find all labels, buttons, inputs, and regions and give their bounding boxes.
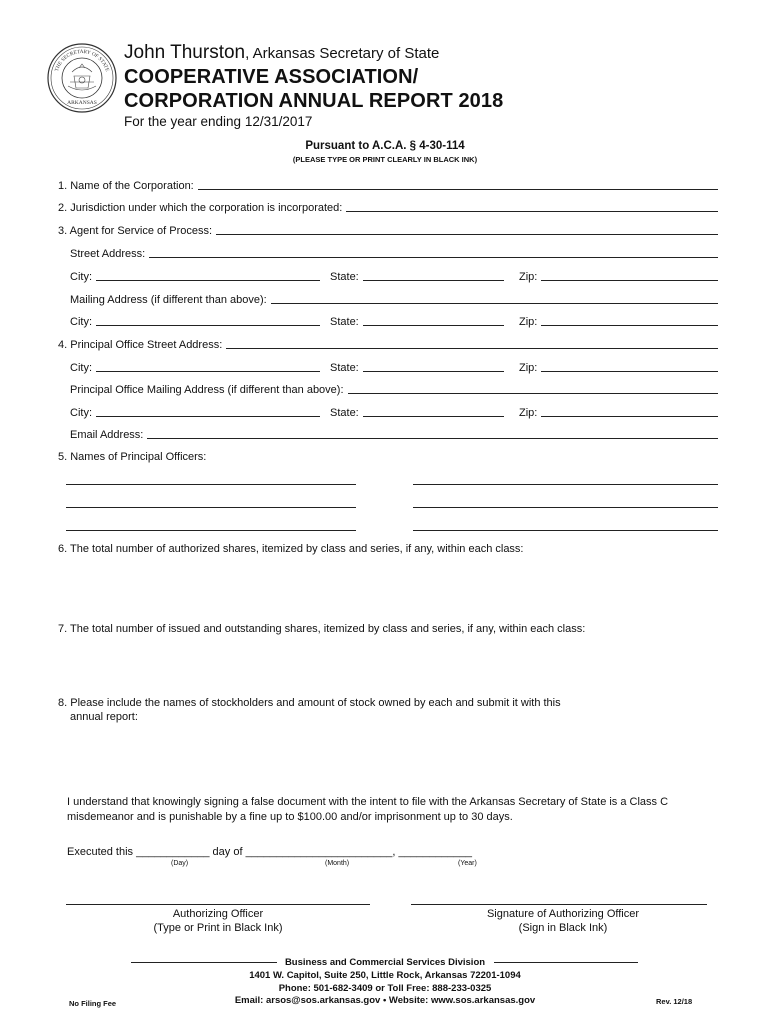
agent-zip-field[interactable] [541, 279, 718, 281]
officer-field-1[interactable] [66, 484, 356, 485]
authorized-shares-question: 6. The total number of authorized shares, itemized by class and series, if any, within each class: [58, 543, 524, 555]
officer-field-4[interactable] [413, 507, 718, 508]
statute-reference: Pursuant to A.C.A. § 4-30-114 [305, 140, 465, 152]
state-label: State: [330, 362, 359, 374]
zip-label: Zip: [519, 271, 538, 283]
month-caption: (Month) [325, 860, 350, 867]
principal-city-row [70, 405, 320, 419]
jurisdiction-row [58, 200, 718, 214]
secretary-heading [124, 42, 439, 64]
mailing-city-field[interactable] [96, 324, 320, 326]
issued-shares-question: 7. The total number of issued and outstanding shares, itemized by class and series, if any, within each class: [58, 623, 586, 635]
agent-city-field[interactable] [96, 279, 320, 281]
state-seal-logo [46, 42, 118, 114]
agent-field[interactable] [216, 233, 718, 235]
mailing-city-row [70, 314, 320, 328]
city-label: City: [70, 407, 92, 419]
authorizing-officer-field[interactable] [66, 904, 370, 905]
agent-mailing-field[interactable] [271, 302, 718, 304]
state-label: State: [330, 271, 359, 283]
email-label: Email Address: [70, 429, 144, 441]
stockholders-question-line1: 8. Please include the names of stockholders and amount of stock owned by each and submit it with this [58, 697, 561, 709]
corp-name-field[interactable] [198, 188, 718, 190]
declaration-text: I understand that knowingly signing a false document with the intent to file with the Arkansas Secretary of State is a Class C misdemeanor and is punishable by a fine up to $100.00 and/or imprisonment up to 30 days. [67, 796, 669, 823]
corp-name-row [58, 178, 718, 192]
officer-field-2[interactable] [413, 484, 718, 485]
officers-label: 5. Names of Principal Officers: [58, 451, 207, 463]
agent-mailing-row [70, 292, 718, 306]
jurisdiction-label: 2. Jurisdiction under which the corporation is incorporated: [58, 202, 343, 214]
officer-field-3[interactable] [66, 507, 356, 508]
office-state-row [330, 360, 504, 374]
principal-mailing-label: Principal Office Mailing Address (if different than above): [70, 384, 344, 396]
office-city-field[interactable] [96, 370, 320, 372]
principal-zip-row [519, 405, 718, 419]
officer-field-6[interactable] [413, 530, 718, 531]
principal-city-field[interactable] [96, 415, 320, 417]
principal-office-field[interactable] [226, 347, 718, 349]
principal-mailing-row [70, 382, 718, 396]
agent-row [58, 223, 718, 237]
footer-division: Business and Commercial Services Division [284, 957, 486, 968]
jurisdiction-field[interactable] [346, 210, 718, 212]
day-caption: (Day) [171, 860, 189, 867]
mailing-zip-field[interactable] [541, 324, 718, 326]
mailing-zip-row [519, 314, 718, 328]
zip-label: Zip: [519, 316, 538, 328]
year-ending: For the year ending 12/31/2017 [124, 114, 313, 129]
corp-name-label: 1. Name of the Corporation: [58, 180, 194, 192]
revision-label: Rev. 12/18 [656, 997, 693, 1006]
agent-zip-row [519, 269, 718, 283]
ink-instruction: (PLEASE TYPE OR PRINT CLEARLY IN BLACK INK) [292, 155, 478, 164]
svg-text:THE SECRETARY OF STATE: THE SECRETARY OF STATE [53, 48, 111, 73]
svg-text:ARKANSAS: ARKANSAS [67, 100, 97, 106]
zip-label: Zip: [519, 407, 538, 419]
principal-state-field[interactable] [363, 415, 504, 417]
form-title-line2: CORPORATION ANNUAL REPORT 2018 [124, 90, 504, 112]
footer-address: 1401 W. Capitol, Suite 250, Little Rock, Arkansas 72201-1094 [249, 970, 521, 981]
principal-mailing-field[interactable] [348, 392, 718, 394]
mailing-state-row [330, 314, 504, 328]
office-zip-field[interactable] [541, 370, 718, 372]
signature-label: Signature of Authorizing Officer [486, 908, 640, 920]
principal-office-label: 4. Principal Office Street Address: [58, 339, 223, 351]
city-label: City: [70, 271, 92, 283]
signature-caption [411, 907, 715, 935]
office-state-field[interactable] [363, 370, 504, 372]
city-label: City: [70, 362, 92, 374]
secretary-name: John Thurston [124, 42, 246, 63]
office-zip-row [519, 360, 718, 374]
email-field[interactable] [147, 437, 718, 439]
authorizing-officer-caption [66, 907, 370, 935]
agent-state-field[interactable] [363, 279, 504, 281]
state-label: State: [330, 407, 359, 419]
year-caption: (Year) [458, 860, 477, 867]
authorizing-officer-instruction: (Type or Print in Black Ink) [153, 922, 283, 934]
street-address-label: Street Address: [70, 248, 146, 260]
agent-street-field[interactable] [149, 256, 718, 258]
agent-label: 3. Agent for Service of Process: [58, 225, 213, 237]
mailing-state-field[interactable] [363, 324, 504, 326]
executed-line: Executed this ____________ day of ________________________, ____________ [67, 846, 472, 858]
principal-zip-field[interactable] [541, 415, 718, 417]
officer-field-5[interactable] [66, 530, 356, 531]
city-label: City: [70, 316, 92, 328]
email-row [70, 427, 718, 441]
secretary-title: , Arkansas Secretary of State [245, 45, 440, 62]
footer-phone: Phone: 501-682-3409 or Toll Free: 888-233-0325 [278, 983, 492, 994]
authorizing-officer-label: Authorizing Officer [172, 908, 264, 920]
no-filing-fee: No Filing Fee [69, 999, 117, 1008]
form-title-line1: COOPERATIVE ASSOCIATION/ [124, 66, 419, 88]
agent-street-row [70, 246, 718, 260]
principal-state-row [330, 405, 504, 419]
agent-state-row [330, 269, 504, 283]
stockholders-question-line2: annual report: [70, 711, 138, 723]
state-label: State: [330, 316, 359, 328]
signature-instruction: (Sign in Black Ink) [518, 922, 608, 934]
principal-office-row [58, 337, 718, 351]
office-city-row [70, 360, 320, 374]
mailing-address-label: Mailing Address (if different than above): [70, 294, 267, 306]
signature-field[interactable] [411, 904, 707, 905]
agent-city-row [70, 269, 320, 283]
zip-label: Zip: [519, 362, 538, 374]
footer-email-web: Email: arsos@sos.arkansas.gov • Website: www.sos.arkansas.gov [234, 995, 536, 1006]
